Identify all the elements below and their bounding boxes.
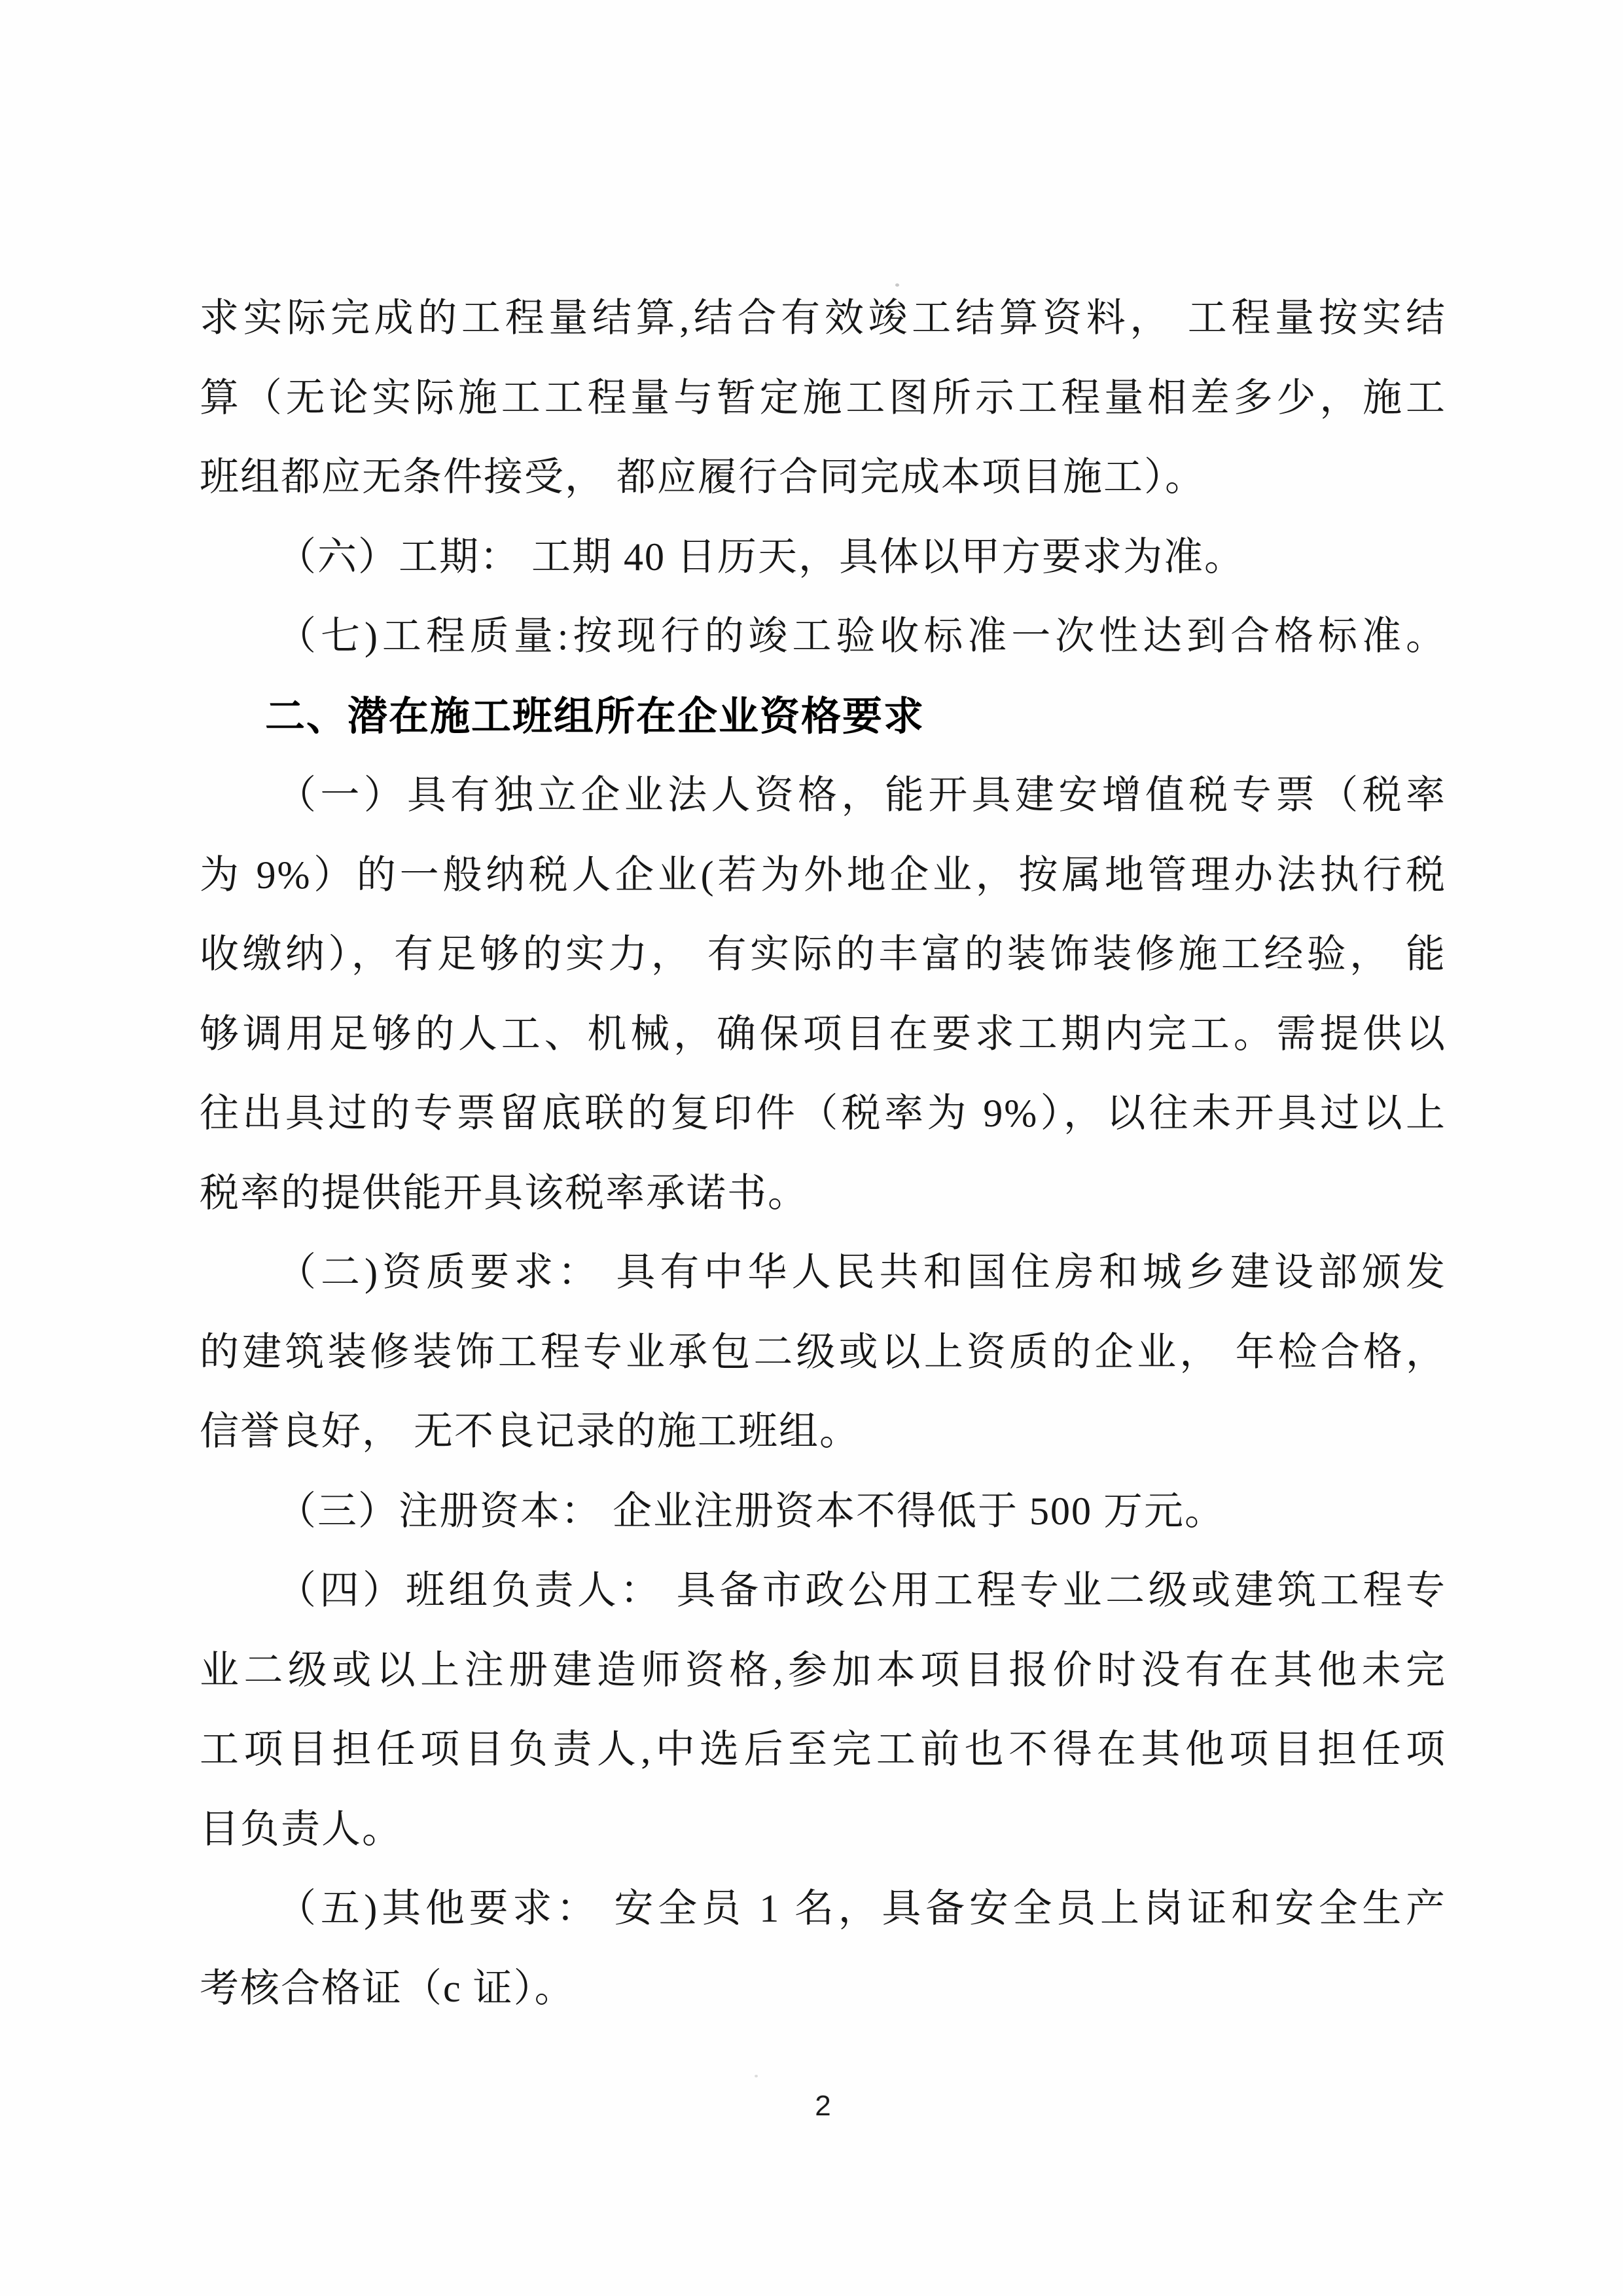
- text-line-clause-5: （五)其他要求： 安全员 1 名，具备安全员上岗证和安全生产: [277, 1887, 1446, 1930]
- text-line-clause-7: （七)工程质量:按现行的竣工验收标准一次性达到合格标准。: [277, 615, 1446, 658]
- text-line-clause-4: （四）班组负责人： 具备市政公用工程专业二级或建筑工程专: [277, 1569, 1446, 1612]
- page-number: 2: [815, 2090, 831, 2122]
- text-line: 考核合格证（c 证）。: [200, 1966, 575, 2010]
- text-line-clause-2: （二)资质要求： 具有中华人民共和国住房和城乡建设部颁发: [277, 1251, 1446, 1294]
- text-line: 求实际完成的工程量结算,结合有效竣工结算资料， 工程量按实结: [200, 296, 1446, 340]
- document-body: [200, 279, 1446, 2028]
- text-line: 够调用足够的人工、机械，确保项目在要求工期内完工。需提供以: [200, 1012, 1446, 1056]
- text-line: 工项目担任项目负责人,中选后至完工前也不得在其他项目担任项: [200, 1728, 1446, 1771]
- text-line: 的建筑装修装饰工程专业承包二级或以上资质的企业， 年检合格，: [200, 1330, 1446, 1374]
- text-line: 往出具过的专票留底联的复印件（税率为 9%），以往未开具过以上: [200, 1092, 1446, 1135]
- text-line: 算（无论实际施工工程量与暂定施工图所示工程量相差多少，施工: [200, 376, 1446, 420]
- text-line-clause-1: （一）具有独立企业法人资格，能开具建安增值税专票（税率: [277, 774, 1446, 817]
- text-line-clause-6: （六）工期： 工期 40 日历天，具体以甲方要求为准。: [277, 535, 1245, 579]
- scan-speck: [548, 1044, 551, 1047]
- text-line: 收缴纳），有足够的实力， 有实际的丰富的装饰装修施工经验， 能: [200, 933, 1446, 976]
- text-line: 信誉良好， 无不良记录的施工班组。: [200, 1410, 860, 1453]
- scan-speck: [755, 2075, 758, 2077]
- text-line: 业二级或以上注册建造师资格,参加本项目报价时没有在其他未完: [200, 1648, 1446, 1692]
- text-line: 目负责人。: [200, 1807, 402, 1851]
- section-heading: 二、潜在施工班组所在企业资格要求: [265, 693, 925, 738]
- text-line: 班组都应无条件接受， 都应履行合同完成本项目施工）。: [200, 456, 1205, 499]
- scan-speck: [895, 283, 899, 287]
- text-line-clause-3: （三）注册资本： 企业注册资本不得低于 500 万元。: [277, 1489, 1225, 1533]
- text-line: 税率的提供能开具该税率承诺书。: [200, 1171, 808, 1215]
- text-line: 为 9%）的一般纳税人企业(若为外地企业，按属地管理办法执行税: [200, 853, 1446, 897]
